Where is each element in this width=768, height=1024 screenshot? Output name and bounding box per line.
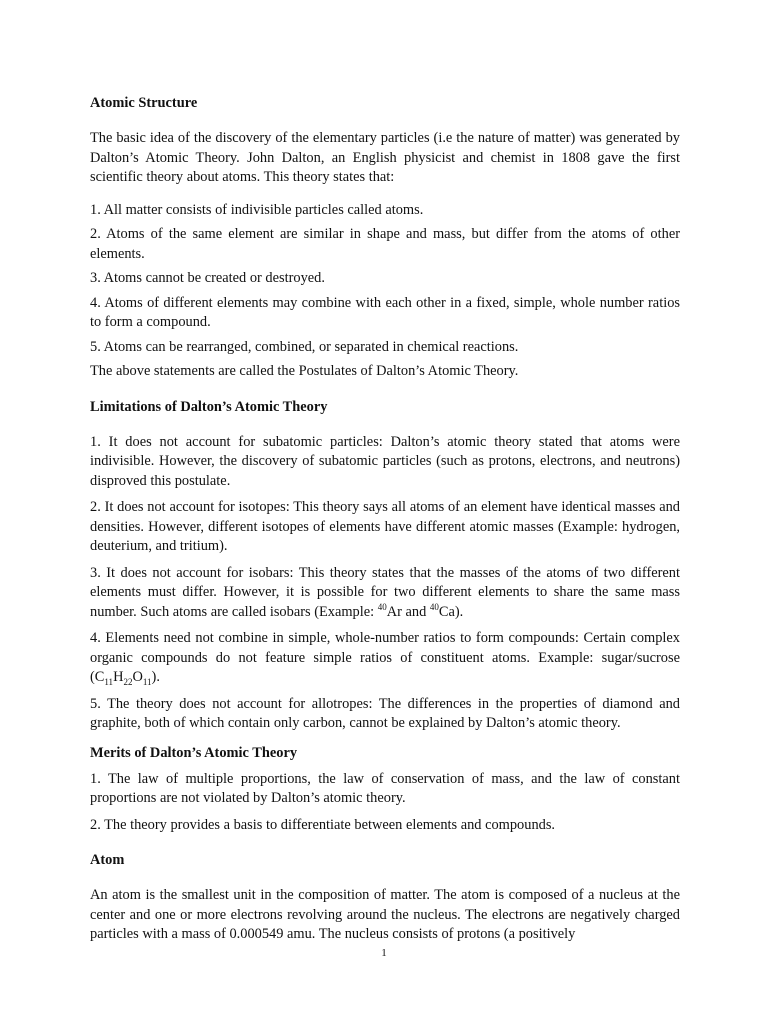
limitation-3 xyxy=(90,564,680,623)
argon-mass-number: 40 xyxy=(377,601,387,612)
limitation-3-text: 3. It does not account for isobars: This theory states that the masses of the atoms of two different elements must differ. However, it is possible for two different elements to share the same mass number. Such atoms are called isobars (Example: xyxy=(90,564,680,620)
heading-atomic-structure: Atomic Structure xyxy=(90,95,198,111)
postulate-4: 4. Atoms of different elements may combine with each other in a fixed, simple, whole number ratios to form a compound. xyxy=(90,294,680,330)
limitation-5: 5. The theory does not account for allotropes: The differences in the properties of diamond and graphite, both of which contain only carbon, cannot be explained by Dalton’s atomic theory. xyxy=(90,695,680,731)
limitation-4-text: 4. Elements need not combine in simple, whole-number ratios to form compounds: Certain complex organic compounds do not feature simple ratios of constituent atoms. Example: sugar/sucrose (C xyxy=(90,630,680,685)
postulate-1: 1. All matter consists of indivisible particles called atoms. xyxy=(90,201,424,218)
heading-merits: Merits of Dalton’s Atomic Theory xyxy=(90,744,298,761)
limitation-1: 1. It does not account for subatomic particles: Dalton’s atomic theory stated that atoms were indivisible. However, the discovery of subatomic particles (such as protons, electrons, and neutrons) disproved this postulate. xyxy=(90,433,680,489)
hydrogen-subscript: 22 xyxy=(123,676,133,687)
atom-paragraph: An atom is the smallest unit in the composition of matter. The atom is composed of a nucleus at the center and one or more electrons revolving around the nucleus. The electrons are negatively charged particles with a mass of 0.000549 amu. The nucleus consists of protons (a positively xyxy=(90,887,680,942)
page-content xyxy=(90,94,680,945)
postulates-summary: The above statements are called the Postulates of Dalton’s Atomic Theory. xyxy=(90,363,519,379)
oxygen-symbol: O xyxy=(132,669,143,685)
formula-close: ). xyxy=(151,669,160,685)
calcium-mass-number: 40 xyxy=(429,601,439,612)
calcium-symbol: Ca). xyxy=(438,603,464,620)
merit-1: 1. The law of multiple proportions, the law of conservation of mass, and the law of constant proportions are not violated by Dalton’s atomic theory. xyxy=(90,770,680,806)
carbon-subscript: 11 xyxy=(104,676,114,687)
postulate-3: 3. Atoms cannot be created or destroyed. xyxy=(90,270,325,286)
heading-atom: Atom xyxy=(90,852,125,868)
heading-limitations: Limitations of Dalton’s Atomic Theory xyxy=(90,398,328,415)
postulate-2: 2. Atoms of the same element are similar in shape and mass, but differ from the atoms of other elements. xyxy=(90,226,680,262)
argon-symbol: Ar and xyxy=(386,603,430,620)
hydrogen-symbol: H xyxy=(113,669,124,685)
page-number: 1 xyxy=(381,947,387,959)
limitation-2: 2. It does not account for isotopes: This theory says all atoms of an element have identical masses and densities. However, different isotopes of elements have different atomic masses (Example: hydrogen, deuterium, and tritium). xyxy=(90,499,680,554)
limitation-4 xyxy=(90,629,680,688)
merit-2: 2. The theory provides a basis to differentiate between elements and compounds. xyxy=(90,816,556,833)
intro-paragraph: The basic idea of the discovery of the elementary particles (i.e the nature of matter) was generated by Dalton’s Atomic Theory. John Dalton, an English physicist and chemist in 1808 gave the first scientific theory about atoms. This theory states that: xyxy=(90,130,680,185)
oxygen-subscript: 11 xyxy=(142,676,152,687)
postulate-5: 5. Atoms can be rearranged, combined, or separated in chemical reactions. xyxy=(90,338,519,355)
